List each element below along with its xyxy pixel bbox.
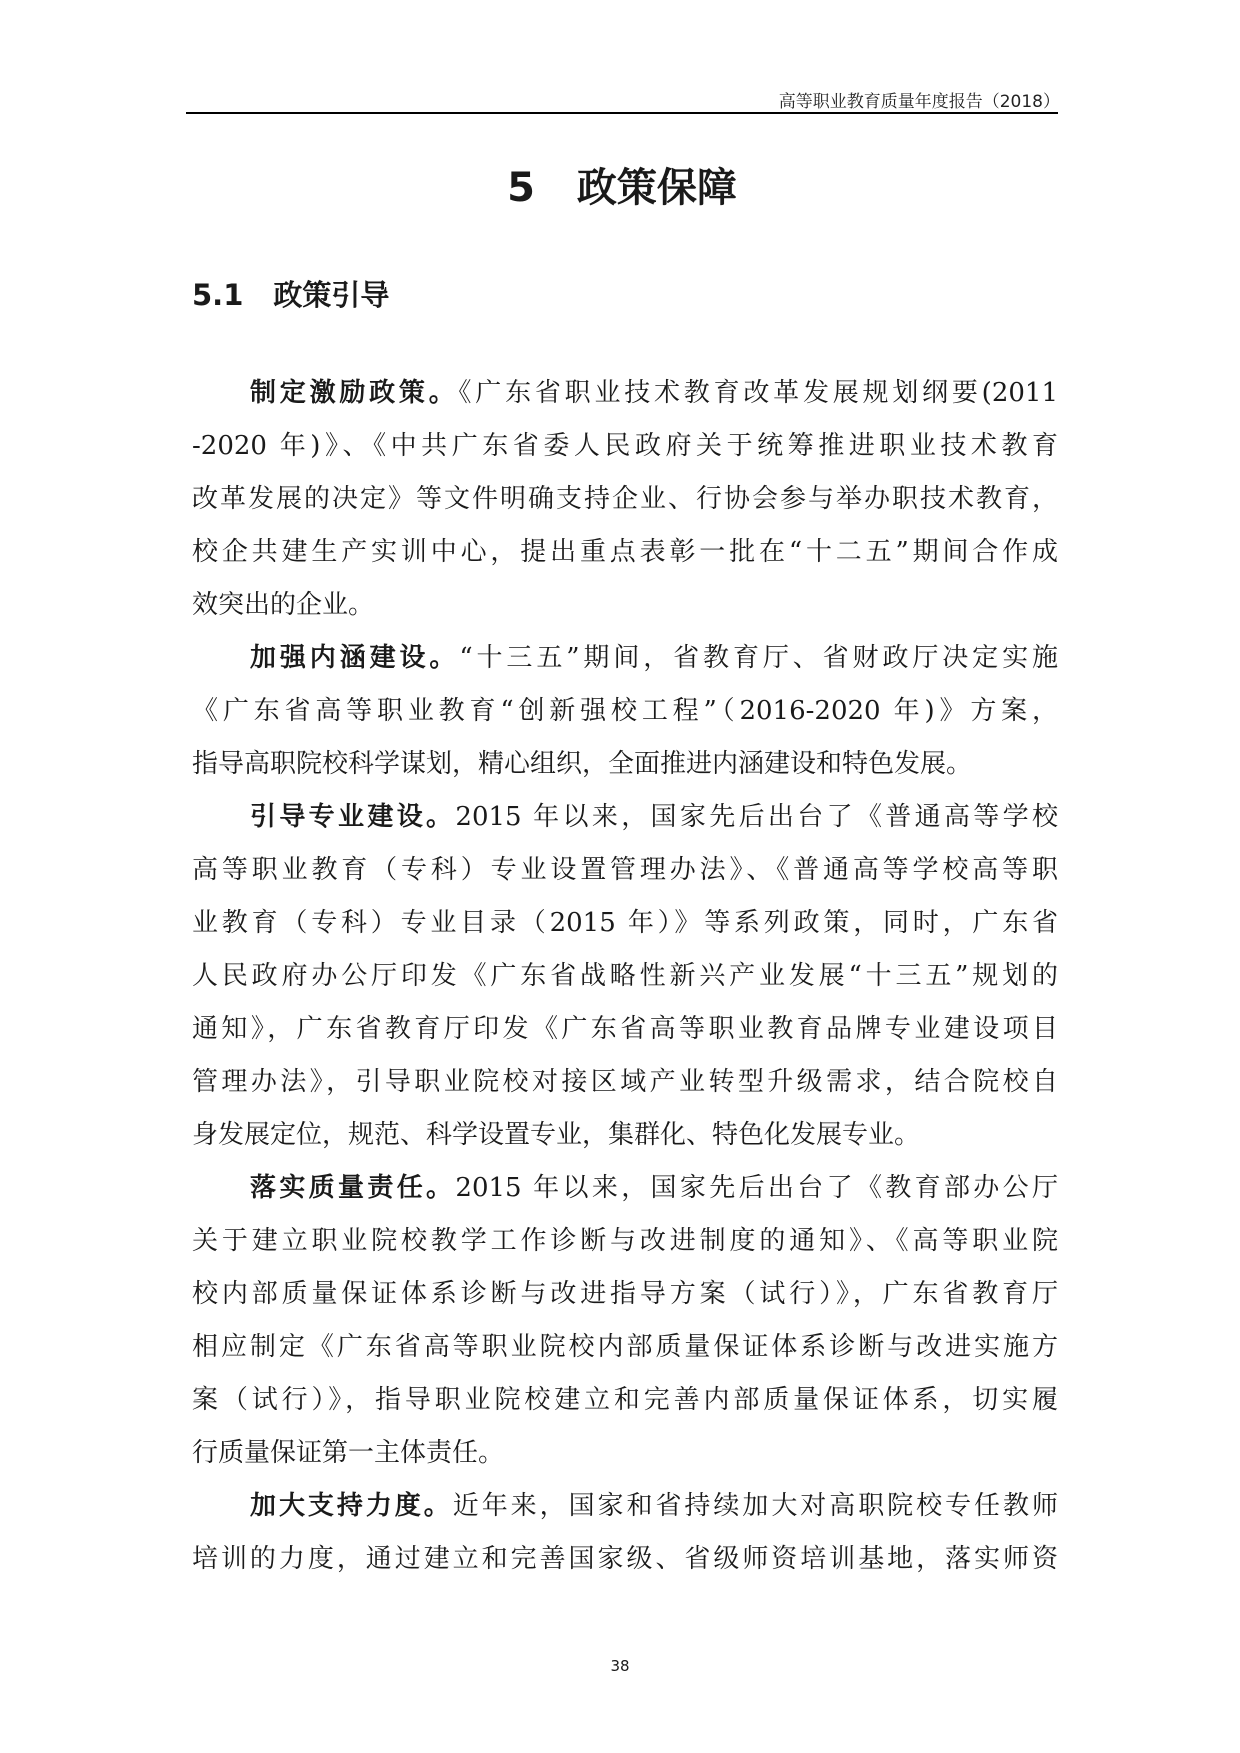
paragraph-line: 相应制定《广东省高等职业院校内部质量保证体系诊断与改进实施方 — [192, 1332, 1058, 1362]
paragraph-line: 校企共建生产实训中心，提出重点表彰一批在“十二五”期间合作成 — [192, 537, 1058, 567]
running-header: 高等职业教育质量年度报告（2018） — [778, 92, 1060, 112]
paragraph-line: 指导高职院校科学谋划，精心组织，全面推进内涵建设和特色发展。 — [192, 749, 973, 779]
paragraph-line: 身发展定位，规范、科学设置专业，集群化、特色化发展专业。 — [192, 1120, 921, 1150]
paragraph — [192, 791, 1058, 1162]
paragraph-lead: 引导专业建设。 — [250, 802, 456, 832]
chapter-title — [186, 160, 1058, 216]
chapter-number: 5 — [507, 165, 535, 211]
paragraph-line: 业教育（专科）专业目录（2015 年）》等系列政策，同时，广东省 — [192, 908, 1058, 938]
paragraph-line: 人民政府办公厅印发《广东省战略性新兴产业发展“十三五”规划的 — [192, 961, 1058, 991]
paragraph — [192, 367, 1058, 632]
page-number: 38 — [610, 1657, 630, 1675]
paragraph-line: 《广东省高等职业教育“创新强校工程”（2016-2020 年)》方案， — [192, 696, 1058, 726]
paragraph-lead: 加大支持力度。 — [250, 1491, 453, 1521]
paragraph-line: 加大支持力度。近年来，国家和省持续加大对高职院校专任教师 — [250, 1491, 1058, 1521]
paragraph-line: 校内部质量保证体系诊断与改进指导方案（试行）》，广东省教育厅 — [192, 1279, 1058, 1309]
paragraph-line: 管理办法》，引导职业院校对接区域产业转型升级需求，结合院校自 — [192, 1067, 1058, 1097]
paragraph-line: -2020 年)》、《中共广东省委人民政府关于统筹推进职业技术教育 — [192, 431, 1058, 461]
paragraph-line: 案（试行）》，指导职业院校建立和完善内部质量保证体系，切实履 — [192, 1385, 1058, 1415]
paragraph-line: 行质量保证第一主体责任。 — [192, 1438, 505, 1468]
paragraph-line: 加强内涵建设。“十三五”期间，省教育厅、省财政厅决定实施 — [250, 643, 1058, 673]
paragraph-line: 引导专业建设。2015 年以来，国家先后出台了《普通高等学校 — [250, 802, 1058, 832]
section-title-text: 政策引导 — [273, 278, 390, 312]
paragraph — [192, 632, 1058, 791]
paragraph-lead: 加强内涵建设。 — [250, 643, 460, 673]
paragraph-lead: 制定激励政策。 — [250, 378, 459, 408]
paragraph — [192, 1162, 1058, 1480]
body-text — [192, 367, 1058, 1586]
paragraph-line: 通知》，广东省教育厅印发《广东省高等职业教育品牌专业建设项目 — [192, 1014, 1058, 1044]
paragraph-line: 高等职业教育（专科）专业设置管理办法》、《普通高等学校高等职 — [192, 855, 1058, 885]
header-divider — [186, 112, 1058, 114]
paragraph — [192, 1480, 1058, 1586]
paragraph-line: 效突出的企业。 — [192, 590, 375, 620]
paragraph-line: 改革发展的决定》等文件明确支持企业、行协会参与举办职技术教育， — [192, 484, 1058, 514]
paragraph-line: 制定激励政策。《广东省职业技术教育改革发展规划纲要(2011 — [250, 378, 1058, 408]
chapter-title-text: 政策保障 — [576, 165, 737, 211]
paragraph-lead: 落实质量责任。 — [250, 1173, 456, 1203]
paragraph-line: 培训的力度，通过建立和完善国家级、省级师资培训基地，落实师资 — [192, 1544, 1058, 1574]
section-number: 5.1 — [192, 278, 244, 312]
section-title — [192, 275, 389, 315]
paragraph-line: 关于建立职业院校教学工作诊断与改进制度的通知》、《高等职业院 — [192, 1226, 1058, 1256]
paragraph-line: 落实质量责任。2015 年以来，国家先后出台了《教育部办公厅 — [250, 1173, 1058, 1203]
